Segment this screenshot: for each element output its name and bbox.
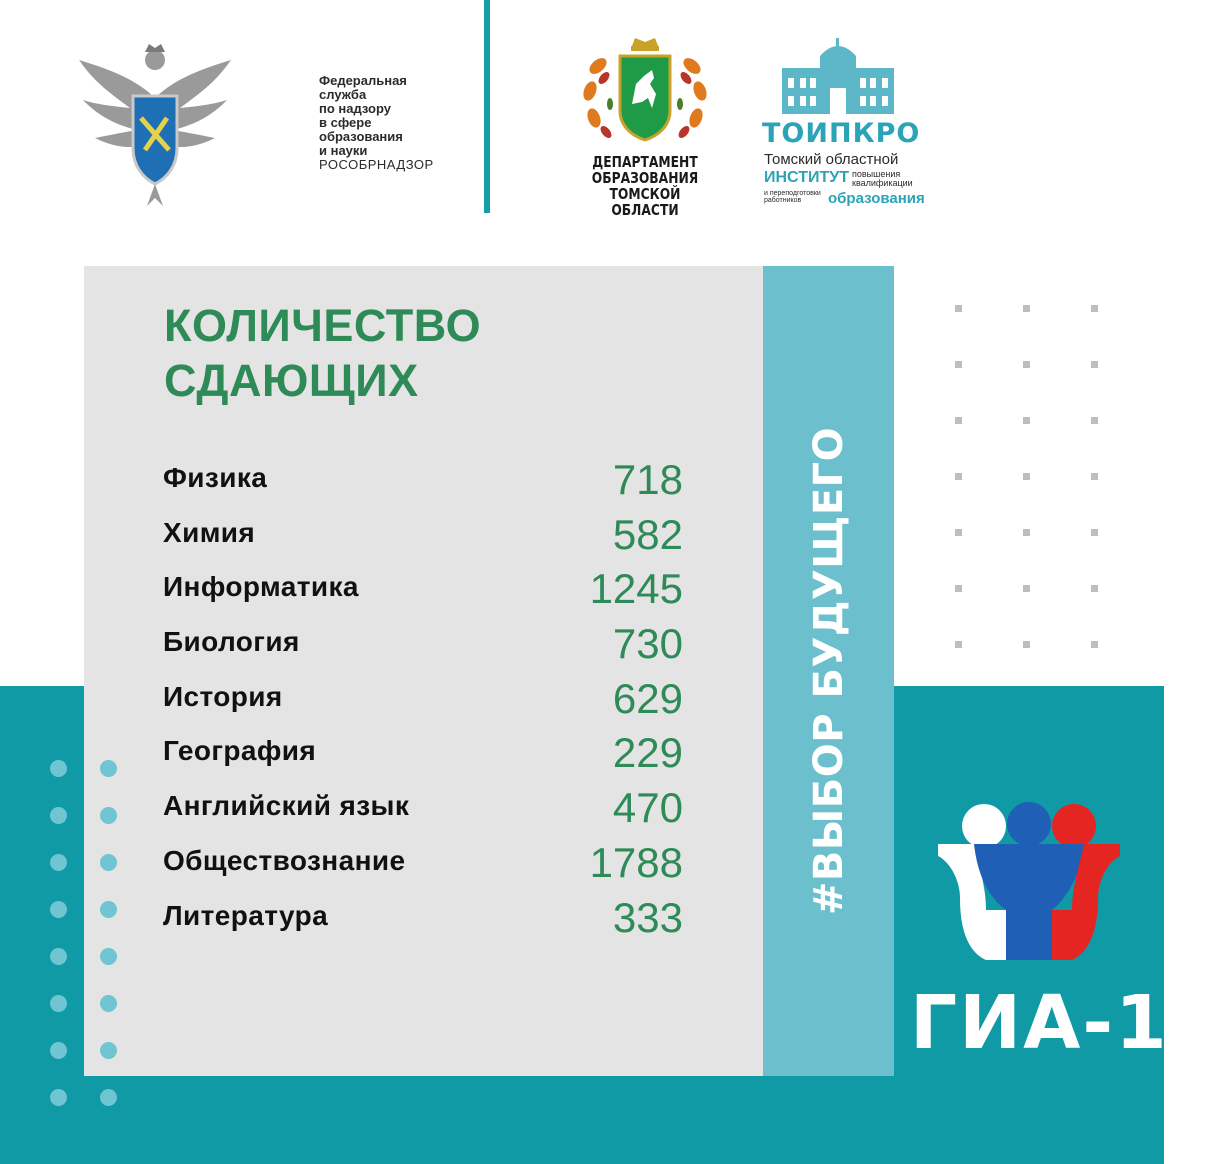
department-line: ОБРАЗОВАНИЯ [591, 169, 699, 187]
department-line: ДЕПАРТАМЕНТ [592, 153, 698, 171]
rosobr-line: по надзору [319, 101, 391, 116]
dot-icon [1023, 529, 1030, 536]
dot-icon [1091, 529, 1098, 536]
department-text [575, 154, 714, 218]
subject-name: Обществознание [163, 844, 406, 876]
rosobr-line: Федеральная [319, 73, 407, 88]
gia-label: ГИА-11 [910, 980, 1222, 1066]
dot-icon [1023, 641, 1030, 648]
list-item [163, 894, 683, 949]
subject-count: 730 [612, 620, 683, 668]
dot-icon [1091, 361, 1098, 368]
hashtag-band [763, 266, 894, 1076]
subject-count: 718 [612, 456, 683, 503]
toipkro-small-text [852, 170, 913, 188]
list-item [163, 456, 683, 511]
dot-icon [1023, 585, 1030, 592]
dot-icon [50, 854, 67, 871]
toipkro-institute: ИНСТИТУТ [764, 169, 849, 186]
rosobr-acronym: РОСОБРНАДЗОР [319, 157, 434, 172]
subject-name: Физика [163, 462, 268, 493]
subject-name: География [163, 735, 317, 767]
dot-icon [955, 473, 962, 480]
gia-emblem [934, 800, 1124, 970]
dot-icon [1091, 473, 1098, 480]
subject-count: 582 [612, 510, 683, 558]
dot-icon [100, 1042, 117, 1059]
decorative-dots-left [50, 760, 120, 1110]
toipkro-small-line: повышения [852, 169, 901, 179]
list-item [163, 565, 683, 620]
dot-icon [1091, 641, 1098, 648]
card-title [164, 298, 481, 408]
dot-icon [100, 995, 117, 1012]
rosobr-line: в сфере [319, 115, 372, 130]
department-education-logo [560, 36, 730, 219]
dot-icon [50, 807, 67, 824]
dot-icon [100, 854, 117, 871]
dot-icon [955, 417, 962, 424]
subject-name: Биология [163, 626, 300, 658]
rosobrnadzor-logo [75, 38, 495, 208]
subject-count: 470 [612, 784, 683, 832]
dot-icon [955, 641, 962, 648]
dot-icon [1091, 305, 1098, 312]
subject-name: Информатика [163, 571, 359, 603]
list-item [163, 729, 683, 784]
department-line: ТОМСКОЙ ОБЛАСТИ [609, 185, 681, 219]
toipkro-title: ТОИПКРО [762, 118, 921, 149]
dot-icon [50, 995, 67, 1012]
toipkro-small-line: работников [764, 197, 802, 204]
eagle-emblem-icon [75, 38, 235, 208]
rosobr-line: и науки [319, 143, 368, 158]
toipkro-small-line: квалификации [852, 178, 913, 188]
decorative-dot-grid [955, 305, 1105, 655]
dot-icon [1091, 417, 1098, 424]
dot-icon [1023, 417, 1030, 424]
dot-icon [100, 901, 117, 918]
rosobr-line: служба [319, 87, 367, 102]
toipkro-logo [760, 38, 925, 218]
dot-icon [1091, 585, 1098, 592]
main-card [84, 266, 763, 1076]
subject-count: 1245 [589, 565, 683, 613]
subject-count: 229 [612, 729, 683, 777]
toipkro-small-line: и переподготовки [764, 190, 821, 197]
dot-icon [1023, 473, 1030, 480]
list-item [163, 784, 683, 839]
dot-icon [50, 1089, 67, 1106]
card-title-line: КОЛИЧЕСТВО [164, 300, 482, 351]
list-item [163, 620, 683, 675]
subject-name: Английский язык [163, 790, 410, 822]
rosobr-line: образования [319, 129, 403, 144]
rosobrnadzor-text [319, 74, 434, 172]
hashtag-text: #ВЫБОР БУДУЩЕГО [805, 426, 852, 916]
subject-list [163, 456, 683, 948]
dot-icon [50, 901, 67, 918]
subject-count: 1788 [589, 838, 683, 886]
toipkro-line1: Томский областной [764, 151, 899, 168]
dot-icon [50, 1042, 67, 1059]
card-title-line: СДАЮЩИХ [164, 355, 419, 406]
dot-icon [50, 760, 67, 777]
dot-icon [100, 1089, 117, 1106]
list-item [163, 839, 683, 894]
toipkro-education: образования [828, 190, 925, 207]
dot-icon [1023, 305, 1030, 312]
dot-icon [955, 529, 962, 536]
subject-name: Химия [163, 516, 256, 548]
subject-count: 629 [612, 674, 683, 722]
dot-icon [955, 585, 962, 592]
building-icon [760, 38, 920, 118]
dot-icon [955, 361, 962, 368]
toipkro-small-text-2 [764, 190, 821, 204]
dot-icon [955, 305, 962, 312]
subject-name: История [163, 680, 283, 712]
tomsk-coat-of-arms-icon [560, 36, 730, 151]
dot-icon [50, 948, 67, 965]
list-item [163, 675, 683, 730]
list-item [163, 511, 683, 566]
dot-icon [100, 807, 117, 824]
subject-count: 333 [612, 893, 683, 941]
gia-people-emblem-icon [934, 800, 1124, 970]
subject-name: Литература [163, 899, 329, 931]
dot-icon [100, 948, 117, 965]
dot-icon [1023, 361, 1030, 368]
logo-divider [484, 0, 490, 213]
dot-icon [100, 760, 117, 777]
